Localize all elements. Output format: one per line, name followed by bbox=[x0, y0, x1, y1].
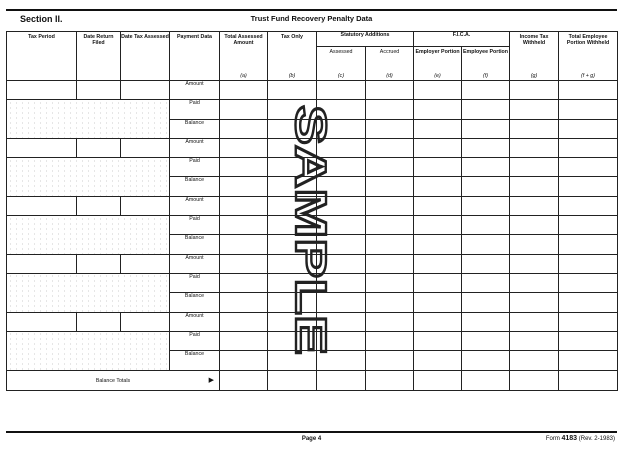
amount-cell[interactable] bbox=[510, 119, 559, 138]
amount-cell[interactable] bbox=[462, 119, 510, 138]
amount-cell[interactable] bbox=[220, 100, 268, 119]
row-label-paid: Paid bbox=[170, 100, 220, 119]
col-total-employee: Total Employee Portion Withheld (f + g) bbox=[559, 32, 618, 81]
amount-cell[interactable] bbox=[366, 81, 414, 100]
row-label-paid: Paid bbox=[170, 158, 220, 177]
col-date-return-filed: Date Return Filed bbox=[77, 32, 121, 81]
amount-cell[interactable] bbox=[414, 254, 462, 273]
date-tax-assessed-cell[interactable] bbox=[121, 254, 170, 273]
amount-cell[interactable] bbox=[462, 293, 510, 312]
section-title: Trust Fund Recovery Penalty Data bbox=[250, 14, 373, 23]
amount-cell[interactable] bbox=[220, 312, 268, 331]
amount-cell[interactable] bbox=[462, 235, 510, 254]
amount-cell[interactable] bbox=[220, 351, 268, 371]
amount-cell[interactable] bbox=[559, 119, 618, 138]
row-label-amount: Amount bbox=[170, 196, 220, 215]
col-assessed: Assessed (c) bbox=[317, 47, 366, 81]
amount-cell[interactable] bbox=[462, 216, 510, 235]
amount-cell[interactable] bbox=[366, 331, 414, 350]
bottom-rule bbox=[6, 431, 617, 433]
tax-period-cell[interactable] bbox=[7, 196, 77, 215]
tax-period-cell[interactable] bbox=[7, 81, 77, 100]
amount-cell[interactable] bbox=[220, 293, 268, 312]
amount-cell[interactable] bbox=[510, 293, 559, 312]
period-detail-cell bbox=[7, 273, 170, 312]
amount-cell[interactable] bbox=[414, 351, 462, 371]
balance-totals-label bbox=[7, 371, 220, 391]
amount-cell[interactable] bbox=[510, 138, 559, 157]
amount-cell[interactable] bbox=[559, 196, 618, 215]
amount-cell[interactable] bbox=[414, 273, 462, 292]
amount-cell[interactable] bbox=[366, 177, 414, 196]
balance-totals-row bbox=[7, 371, 618, 391]
col-employer-portion: Employer Portion (e) bbox=[414, 47, 462, 81]
amount-cell[interactable] bbox=[559, 254, 618, 273]
col-payment-data: Payment Data bbox=[170, 32, 220, 81]
amount-cell[interactable] bbox=[366, 158, 414, 177]
period-detail-cell bbox=[7, 216, 170, 255]
amount-cell[interactable] bbox=[559, 100, 618, 119]
tax-period-cell[interactable] bbox=[7, 254, 77, 273]
table-row bbox=[7, 81, 618, 100]
date-return-filed-cell[interactable] bbox=[77, 81, 121, 100]
amount-cell[interactable] bbox=[414, 312, 462, 331]
amount-cell[interactable] bbox=[366, 312, 414, 331]
sample-watermark bbox=[286, 105, 335, 355]
amount-cell[interactable] bbox=[462, 81, 510, 100]
total-cell[interactable] bbox=[462, 371, 510, 391]
date-return-filed-cell[interactable] bbox=[77, 312, 121, 331]
svg-text:SAMPLE: SAMPLE bbox=[286, 105, 335, 289]
amount-cell[interactable] bbox=[510, 216, 559, 235]
row-label-balance: Balance bbox=[170, 177, 220, 196]
amount-cell[interactable] bbox=[414, 196, 462, 215]
date-return-filed-cell[interactable] bbox=[77, 254, 121, 273]
row-label-amount: Amount bbox=[170, 254, 220, 273]
amount-cell[interactable] bbox=[414, 100, 462, 119]
amount-cell[interactable] bbox=[220, 331, 268, 350]
amount-cell[interactable] bbox=[414, 216, 462, 235]
amount-cell[interactable] bbox=[462, 196, 510, 215]
amount-cell[interactable] bbox=[510, 312, 559, 331]
amount-cell[interactable] bbox=[220, 138, 268, 157]
amount-cell[interactable] bbox=[462, 138, 510, 157]
amount-cell[interactable] bbox=[366, 138, 414, 157]
amount-cell[interactable] bbox=[414, 293, 462, 312]
period-detail-cell bbox=[7, 331, 170, 370]
amount-cell[interactable] bbox=[510, 177, 559, 196]
top-rule bbox=[6, 9, 617, 11]
row-label-paid: Paid bbox=[170, 273, 220, 292]
total-cell[interactable] bbox=[220, 371, 268, 391]
amount-cell[interactable] bbox=[510, 81, 559, 100]
total-cell[interactable] bbox=[510, 371, 559, 391]
amount-cell[interactable] bbox=[510, 331, 559, 350]
amount-cell[interactable] bbox=[220, 158, 268, 177]
amount-cell[interactable] bbox=[462, 254, 510, 273]
amount-cell[interactable] bbox=[462, 312, 510, 331]
amount-cell[interactable] bbox=[317, 81, 366, 100]
amount-cell[interactable] bbox=[559, 235, 618, 254]
date-tax-assessed-cell[interactable] bbox=[121, 81, 170, 100]
amount-cell[interactable] bbox=[366, 196, 414, 215]
amount-cell[interactable] bbox=[366, 119, 414, 138]
row-label-balance: Balance bbox=[170, 119, 220, 138]
total-cell[interactable] bbox=[414, 371, 462, 391]
col-accrued: Accrued (d) bbox=[366, 47, 414, 81]
period-detail-cell bbox=[7, 158, 170, 197]
amount-cell[interactable] bbox=[559, 81, 618, 100]
amount-cell[interactable] bbox=[366, 351, 414, 371]
amount-cell[interactable] bbox=[220, 196, 268, 215]
row-label-balance: Balance bbox=[170, 351, 220, 371]
amount-cell[interactable] bbox=[462, 331, 510, 350]
date-tax-assessed-cell[interactable] bbox=[121, 312, 170, 331]
amount-cell[interactable] bbox=[559, 331, 618, 350]
total-cell[interactable] bbox=[366, 371, 414, 391]
amount-cell[interactable] bbox=[414, 331, 462, 350]
amount-cell[interactable] bbox=[559, 312, 618, 331]
amount-cell[interactable] bbox=[510, 235, 559, 254]
amount-cell[interactable] bbox=[366, 100, 414, 119]
total-cell[interactable] bbox=[559, 371, 618, 391]
amount-cell[interactable] bbox=[414, 119, 462, 138]
date-return-filed-cell[interactable] bbox=[77, 196, 121, 215]
date-return-filed-cell[interactable] bbox=[77, 138, 121, 157]
col-date-tax-assessed: Date Tax Assessed bbox=[121, 32, 170, 81]
tax-period-cell[interactable] bbox=[7, 312, 77, 331]
col-employee-portion: Employee Portion (f) bbox=[462, 47, 510, 81]
amount-cell[interactable] bbox=[559, 293, 618, 312]
col-tax-only: Tax Only (b) bbox=[268, 32, 317, 81]
amount-cell[interactable] bbox=[510, 158, 559, 177]
amount-cell[interactable] bbox=[510, 254, 559, 273]
period-detail-cell bbox=[7, 100, 170, 139]
amount-cell[interactable] bbox=[462, 158, 510, 177]
amount-cell[interactable] bbox=[268, 81, 317, 100]
amount-cell[interactable] bbox=[510, 100, 559, 119]
section-label: Section II. bbox=[20, 14, 63, 24]
date-tax-assessed-cell[interactable] bbox=[121, 138, 170, 157]
sample-watermark-image bbox=[286, 105, 335, 355]
amount-cell[interactable] bbox=[462, 100, 510, 119]
col-group-statutory-additions: Statutory Additions bbox=[317, 32, 414, 47]
balance-totals-text: Balance Totals bbox=[95, 377, 131, 384]
row-label-amount: Amount bbox=[170, 81, 220, 100]
amount-cell[interactable] bbox=[414, 177, 462, 196]
amount-cell[interactable] bbox=[220, 235, 268, 254]
amount-cell[interactable] bbox=[414, 138, 462, 157]
row-label-balance: Balance bbox=[170, 235, 220, 254]
amount-cell[interactable] bbox=[559, 216, 618, 235]
row-label-amount: Amount bbox=[170, 312, 220, 331]
amount-cell[interactable] bbox=[414, 235, 462, 254]
amount-cell[interactable] bbox=[559, 138, 618, 157]
amount-cell[interactable] bbox=[366, 235, 414, 254]
amount-cell[interactable] bbox=[462, 177, 510, 196]
amount-cell[interactable] bbox=[462, 351, 510, 371]
tax-period-cell[interactable] bbox=[7, 138, 77, 157]
amount-cell[interactable] bbox=[510, 273, 559, 292]
amount-cell[interactable] bbox=[220, 81, 268, 100]
col-income-tax: Income Tax Withheld (g) bbox=[510, 32, 559, 81]
amount-cell[interactable] bbox=[414, 81, 462, 100]
amount-cell[interactable] bbox=[559, 351, 618, 371]
amount-cell[interactable] bbox=[462, 273, 510, 292]
row-label-paid: Paid bbox=[170, 331, 220, 350]
total-cell[interactable] bbox=[317, 371, 366, 391]
amount-cell[interactable] bbox=[220, 216, 268, 235]
amount-cell[interactable] bbox=[414, 158, 462, 177]
col-total-assessed: Total Assessed Amount (a) bbox=[220, 32, 268, 81]
amount-cell[interactable] bbox=[510, 196, 559, 215]
date-tax-assessed-cell[interactable] bbox=[121, 196, 170, 215]
amount-cell[interactable] bbox=[510, 351, 559, 371]
amount-cell[interactable] bbox=[559, 273, 618, 292]
amount-cell[interactable] bbox=[220, 254, 268, 273]
amount-cell[interactable] bbox=[366, 293, 414, 312]
page-number: Page 4 bbox=[301, 436, 322, 442]
amount-cell[interactable] bbox=[559, 158, 618, 177]
amount-cell[interactable] bbox=[220, 177, 268, 196]
amount-cell[interactable] bbox=[366, 254, 414, 273]
section-header bbox=[0, 0, 623, 31]
amount-cell[interactable] bbox=[220, 273, 268, 292]
arrow-right-icon: ▶ bbox=[208, 376, 214, 384]
col-tax-period: Tax Period bbox=[7, 32, 77, 81]
amount-cell[interactable] bbox=[366, 273, 414, 292]
total-cell[interactable] bbox=[268, 371, 317, 391]
header-row-1 bbox=[7, 32, 618, 47]
row-label-paid: Paid bbox=[170, 216, 220, 235]
col-group-fica: F.I.C.A. bbox=[414, 32, 510, 47]
amount-cell[interactable] bbox=[220, 119, 268, 138]
amount-cell[interactable] bbox=[366, 216, 414, 235]
amount-cell[interactable] bbox=[559, 177, 618, 196]
row-label-balance: Balance bbox=[170, 293, 220, 312]
form-identifier: Form 4183 (Rev. 2-1983) bbox=[545, 435, 615, 442]
row-label-amount: Amount bbox=[170, 138, 220, 157]
